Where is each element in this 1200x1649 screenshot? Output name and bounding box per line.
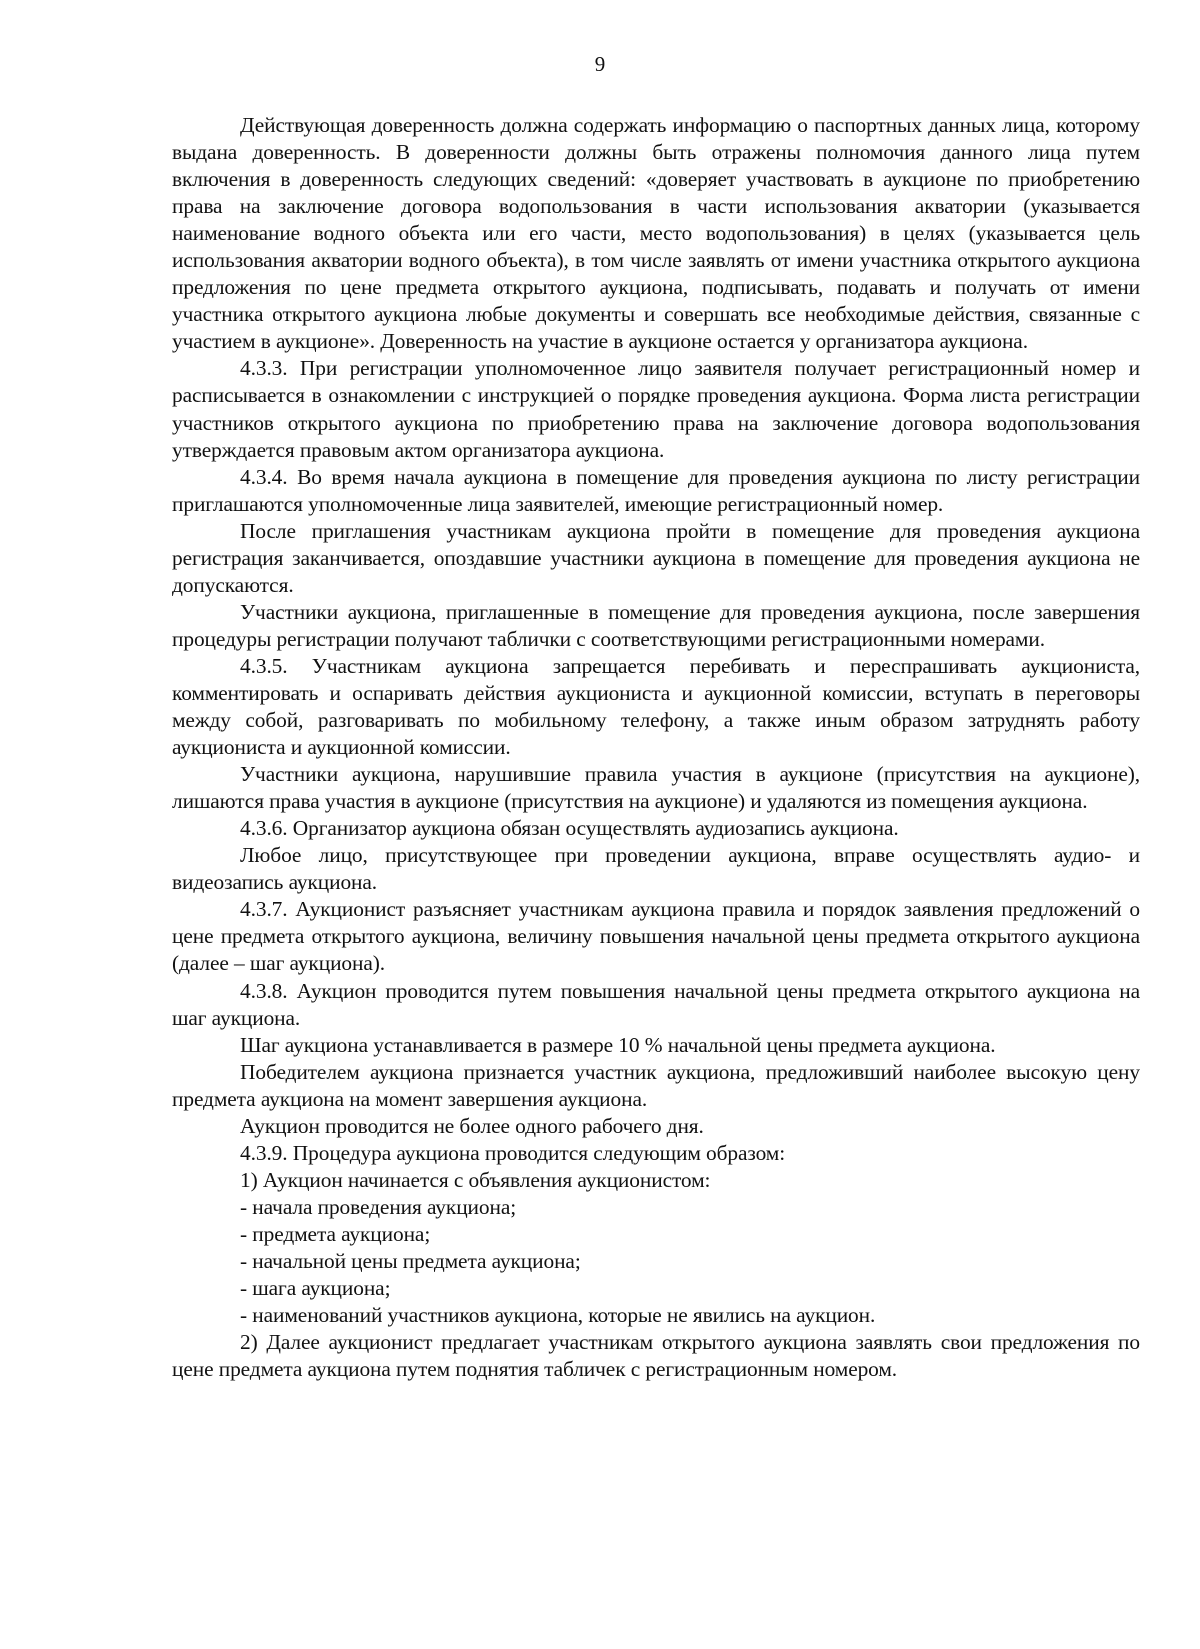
page-number: 9: [594, 52, 606, 76]
paragraph-4-3-7: 4.3.7. Аукционист разъясняет участникам аукциона правила и порядок заявления предложений о цене предмета открытого аукциона, величину повышения начальной цены предмета открытого аукциона (далее – шаг аукциона).: [172, 897, 1140, 976]
paragraph-auction-step: Шаг аукциона устанавливается в размере 10 % начальной цены предмета аукциона.: [240, 1032, 996, 1057]
paragraph-4-3-6: 4.3.6. Организатор аукциона обязан осуществлять аудиозапись аукциона.: [240, 816, 899, 841]
paragraph-registration-closed: После приглашения участникам аукциона пройти в помещение для проведения аукциона регистрация заканчивается, опоздавшие участники аукциона в помещение для проведения аукциона не допускаются.: [172, 518, 1140, 597]
list-item: - начала проведения аукциона;: [240, 1194, 517, 1219]
paragraph-bidding: 2) Далее аукционист предлагает участникам открытого аукциона заявлять свои предложения по цене предмета аукциона путем поднятия табличек с регистрационным номером.: [172, 1330, 1140, 1382]
paragraph-participant-plates: Участники аукциона, приглашенные в помещение для проведения аукциона, после завершения процедуры регистрации получают таблички с соответствующими регистрационными номерами.: [172, 599, 1140, 651]
paragraph-recording-allowed: Любое лицо, присутствующее при проведении аукциона, вправе осуществлять аудио- и видеозапись аукциона.: [172, 843, 1140, 895]
list-item: - предмета аукциона;: [240, 1221, 431, 1246]
list-item: - шага аукциона;: [240, 1276, 391, 1301]
paragraph-4-3-8: 4.3.8. Аукцион проводится путем повышения начальной цены предмета открытого аукциона на шаг аукциона.: [172, 978, 1140, 1030]
paragraph-power-of-attorney: Действующая доверенность должна содержать информацию о паспортных данных лица, которому выдана доверенность. В доверенности должны быть отражены полномочия данного лица путем включения в доверенность следующих сведений: «доверяет участвовать в аукционе по приобретению права на заключение договора водопользования в части использования акватории (указывается наименование водного объекта или его части, место водопользования) в целях (указывается цель использования акватории водного объекта), в том числе заявлять от имени участника открытого аукциона предложения по цене предмета открытого аукциона, подписывать, подавать и получать от имени участника открытого аукциона любые документы и совершать все необходимые действия, связанные с участием в аукционе». Доверенность на участие в аукционе остается у организатора аукциона.: [172, 113, 1140, 354]
paragraph-4-3-3: 4.3.3. При регистрации уполномоченное лицо заявителя получает регистрационный номер и расписывается в ознакомлении с инструкцией о порядке проведения аукциона. Форма листа регистрации участников открытого аукциона по приобретению права на заключение договора водопользования утверждается правовым актом организатора аукциона.: [172, 356, 1140, 462]
list-item-announcement: 1) Аукцион начинается с объявления аукционистом:: [240, 1167, 711, 1192]
paragraph-4-3-9: 4.3.9. Процедура аукциона проводится следующим образом:: [240, 1140, 786, 1165]
paragraph-4-3-5: 4.3.5. Участникам аукциона запрещается перебивать и переспрашивать аукциониста, комментировать и оспаривать действия аукциониста и аукционной комиссии, вступать в переговоры между собой, разговаривать по мобильному телефону, а также иным образом затруднять работу аукциониста и аукционной комиссии.: [172, 653, 1140, 760]
paragraph-winner: Победителем аукциона признается участник аукциона, предложивший наиболее высокую цену предмета аукциона на момент завершения аукциона.: [172, 1059, 1140, 1111]
paragraph-duration: Аукцион проводится не более одного рабочего дня.: [240, 1113, 704, 1138]
paragraph-violators-removed: Участники аукциона, нарушившие правила участия в аукционе (присутствия на аукционе), лишаются права участия в аукционе (присутствия на аукционе) и удаляются из помещения аукциона.: [172, 762, 1140, 814]
list-item: - наименований участников аукциона, которые не явились на аукцион.: [240, 1303, 876, 1328]
document-body: [172, 112, 1140, 1383]
list-item: - начальной цены предмета аукциона;: [240, 1248, 581, 1273]
paragraph-4-3-4: 4.3.4. Во время начала аукциона в помещение для проведения аукциона по листу регистрации приглашаются уполномоченные лица заявителей, имеющие регистрационный номер.: [172, 464, 1140, 516]
